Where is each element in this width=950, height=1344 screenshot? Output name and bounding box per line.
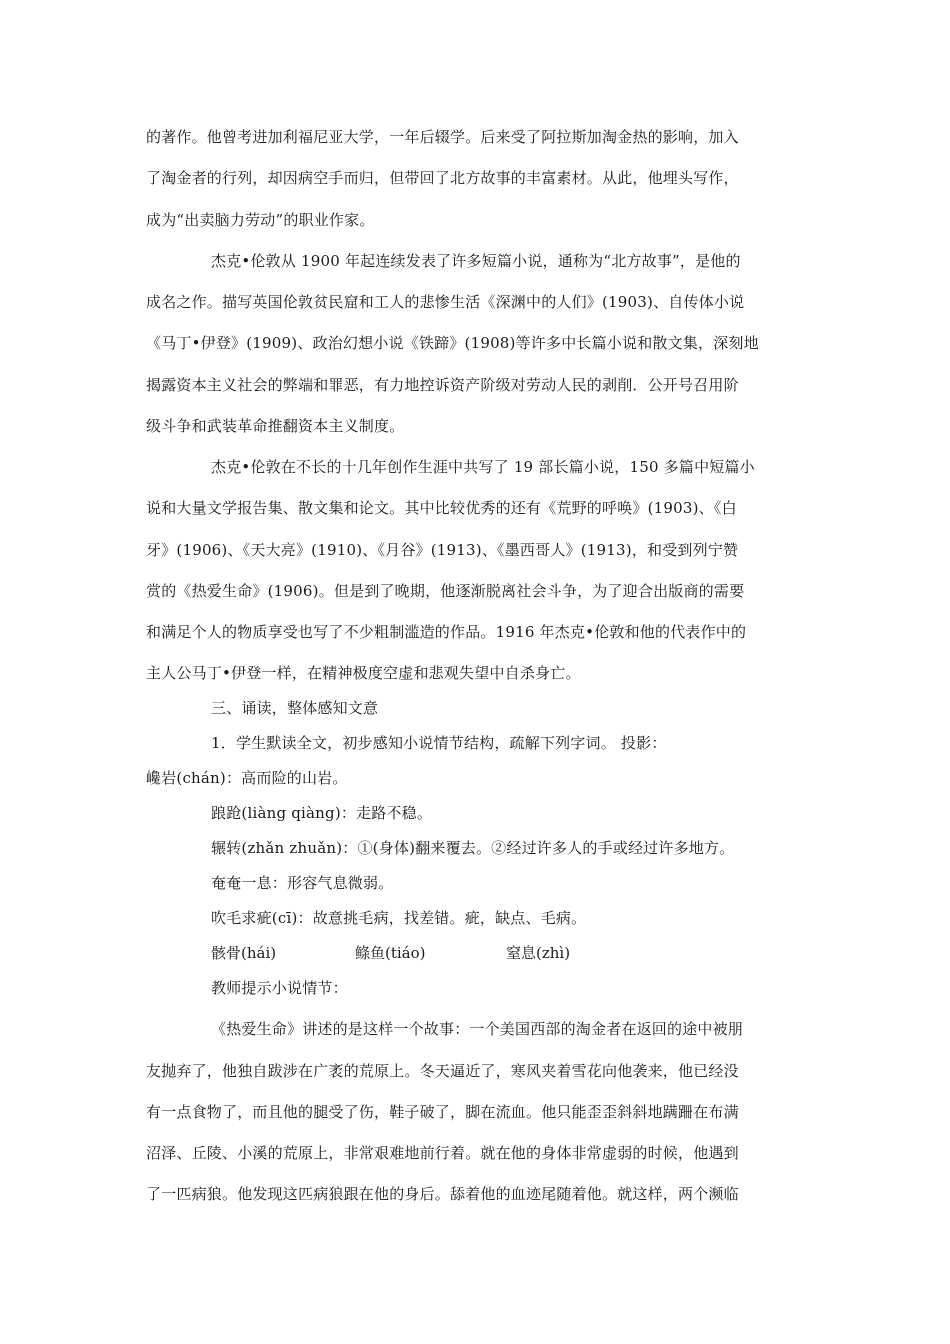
para3-line-1: 杰克•伦敦在不长的十几年创作生涯中共写了 19 部长篇小说，150 多篇中短篇小 <box>211 458 755 476</box>
para1-line-3: 成为“出卖脑力劳动”的职业作家。 <box>146 211 375 229</box>
para3-line-3: 牙》(1906)、《天大亮》(1910)、《月谷》(1913)、《墨西哥人》(1913)，和受到列宁赞 <box>146 541 739 559</box>
para2-line-1: 杰克•伦敦从 1900 年起连续发表了许多短篇小说，通称为“北方故事”，是他的 <box>211 252 741 270</box>
story-line-3: 有一点食物了，而且他的腿受了伤，鞋子破了，脚在流血。他只能歪歪斜斜地蹒跚在布满 <box>146 1103 739 1121</box>
para2-line-5: 级斗争和武装革命推翻资本主义制度。 <box>146 417 405 435</box>
vocab-item: 踉跄(liàng qiàng)：走路不稳。 <box>211 804 433 822</box>
para2-line-2: 成名之作。描写英国伦敦贫民窟和工人的悲惨生活《深渊中的人们》(1903)、自传体小说 <box>146 293 745 311</box>
vocab-term: 窒息(zhì) <box>506 944 571 962</box>
para3-line-5: 和满足个人的物质享受也写了不少粗制滥造的作品。1916 年杰克•伦敦和他的代表作中的 <box>146 623 747 641</box>
vocab-item: 奄奄一息：形容气息微弱。 <box>211 874 394 892</box>
step-1: 1．学生默读全文，初步感知小说情节结构，疏解下列字词。 投影： <box>211 734 667 752</box>
para2-line-3: 《马丁•伊登》(1909)、政治幻想小说《铁蹄》(1908)等许多中长篇小说和散文集，深刻地 <box>146 334 759 352</box>
para1-line-1: 的著作。他曾考进加利福尼亚大学，一年后辍学。后来受了阿拉斯加淘金热的影响，加入 <box>146 128 739 146</box>
para3-line-4: 赏的《热爱生命》(1906)。但是到了晚期，他逐渐脱离社会斗争，为了迎合出版商的需要 <box>146 582 745 600</box>
story-line-2: 友抛弃了，他独自跋涉在广袤的荒原上。冬天逼近了，寒风夹着雪花向他袭来，他已经没 <box>146 1062 739 1080</box>
story-line-4: 沼泽、丘陵、小溪的荒原上，非常艰难地前行着。就在他的身体非常虚弱的时候，他遇到 <box>146 1144 739 1162</box>
story-line-5: 了一匹病狼。他发现这匹病狼跟在他的身后。舔着他的血迹尾随着他。就这样，两个濒临 <box>146 1185 739 1203</box>
para1-line-2: 了淘金者的行列，却因病空手而归，但带回了北方故事的丰富素材。从此，他埋头写作， <box>146 169 739 187</box>
para3-line-2: 说和大量文学报告集、散文集和论文。其中比较优秀的还有《荒野的呼唤》(1903)、《白 <box>146 499 737 517</box>
teacher-hint: 教师提示小说情节： <box>211 979 348 997</box>
story-line-1: 《热爱生命》讲述的是这样一个故事：一个美国西部的淘金者在返回的途中被朋 <box>211 1020 744 1038</box>
vocab-item: 辗转(zhǎn zhuǎn)：①(身体)翻来覆去。②经过许多人的手或经过许多地方。 <box>211 839 735 857</box>
para3-line-6: 主人公马丁•伊登一样，在精神极度空虚和悲观失望中自杀身亡。 <box>146 664 581 682</box>
vocab-term: 鲦鱼(tiáo) <box>355 944 426 962</box>
vocab-term: 骸骨(hái) <box>211 944 277 962</box>
para2-line-4: 揭露资本主义社会的弊端和罪恶，有力地控诉资产阶级对劳动人民的剥削．公开号召用阶 <box>146 376 739 394</box>
vocab-item: 吹毛求疵(cī)：故意挑毛病，找差错。疵，缺点、毛病。 <box>211 909 587 927</box>
vocab-item: 巉岩(chán)：高而险的山岩。 <box>146 769 348 787</box>
section-heading: 三、诵读，整体感知文意 <box>211 699 379 717</box>
